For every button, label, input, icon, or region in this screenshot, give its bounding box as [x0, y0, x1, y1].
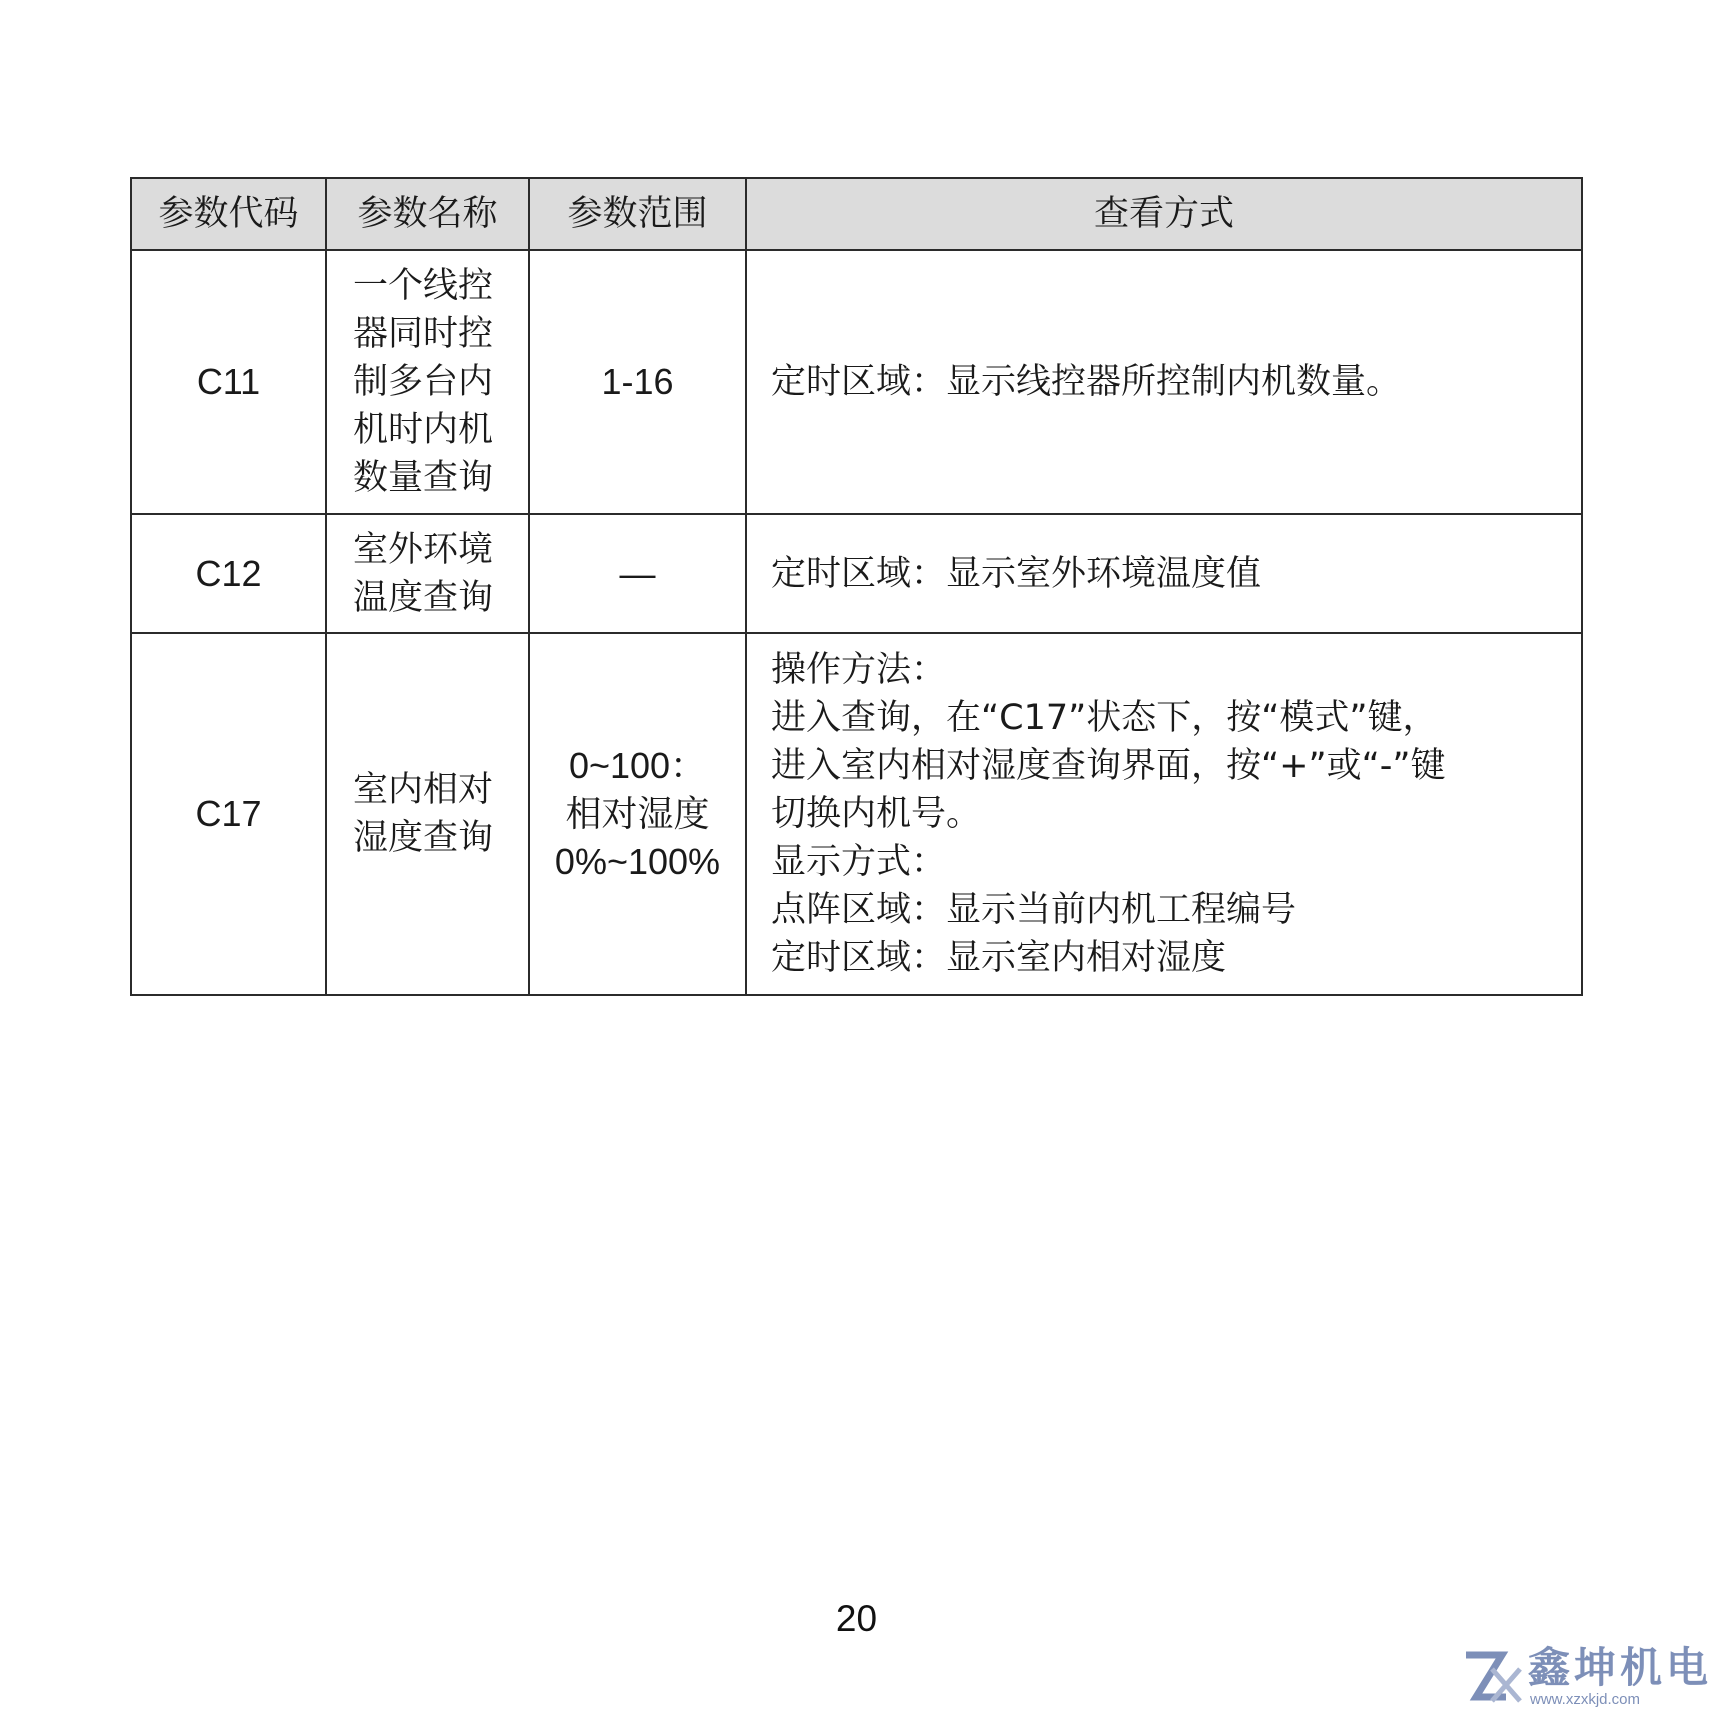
param-name: 室内相对湿度查询 — [326, 633, 529, 995]
table-body — [131, 250, 1582, 995]
view-method-line: 进入查询，在“C17”状态下，按“模式”键， — [771, 698, 1438, 738]
param-code: C17 — [131, 633, 326, 995]
view-method-line: 显示方式： — [771, 842, 947, 882]
watermark-name: 鑫坤机电 — [1528, 1643, 1713, 1692]
param-range-line: 相对湿度 — [565, 793, 710, 834]
view-method — [746, 514, 1582, 633]
view-method-line: 定时区域：显示室内相对湿度 — [771, 938, 1227, 978]
view-method-line: 操作方法： — [771, 650, 947, 690]
table-row — [131, 514, 1582, 633]
header-param-range: 参数范围 — [529, 178, 746, 250]
param-range-line: 0%~100% — [554, 841, 721, 882]
parameter-table — [130, 177, 1583, 996]
header-param-code: 参数代码 — [131, 178, 326, 250]
view-method — [746, 633, 1582, 995]
watermark-url: www.xzxkjd.com — [1530, 1691, 1641, 1708]
param-name: 室外环境温度查询 — [326, 514, 529, 633]
table-header — [131, 178, 1582, 250]
view-method-line: 切换内机号。 — [771, 794, 982, 834]
param-range-line: 1-16 — [601, 361, 674, 402]
param-range — [529, 633, 746, 995]
view-method-line: 点阵区域：显示当前内机工程编号 — [771, 890, 1297, 930]
header-view-method: 查看方式 — [746, 178, 1582, 250]
page-number: 20 — [835, 1598, 878, 1639]
param-range-line: 0~100： — [568, 745, 707, 786]
table-row — [131, 250, 1582, 514]
param-code: C11 — [131, 250, 326, 514]
view-method-line: 进入室内相对湿度查询界面，按“+”或“-”键 — [771, 746, 1446, 786]
param-range — [529, 514, 746, 633]
zx-logo-icon — [1462, 1649, 1524, 1705]
view-method-line: 定时区域：显示室外环境温度值 — [771, 553, 1262, 594]
header-row — [131, 178, 1582, 250]
param-range-line: — — [619, 552, 656, 594]
param-name: 一个线控器同时控制多台内机时内机数量查询 — [326, 250, 529, 514]
view-method-line: 定时区域：显示线控器所控制内机数量。 — [771, 362, 1402, 402]
param-range — [529, 250, 746, 514]
table-row — [131, 633, 1582, 995]
view-method — [746, 250, 1582, 514]
header-param-name: 参数名称 — [326, 178, 529, 250]
param-code: C12 — [131, 514, 326, 633]
watermark — [1462, 1643, 1713, 1711]
